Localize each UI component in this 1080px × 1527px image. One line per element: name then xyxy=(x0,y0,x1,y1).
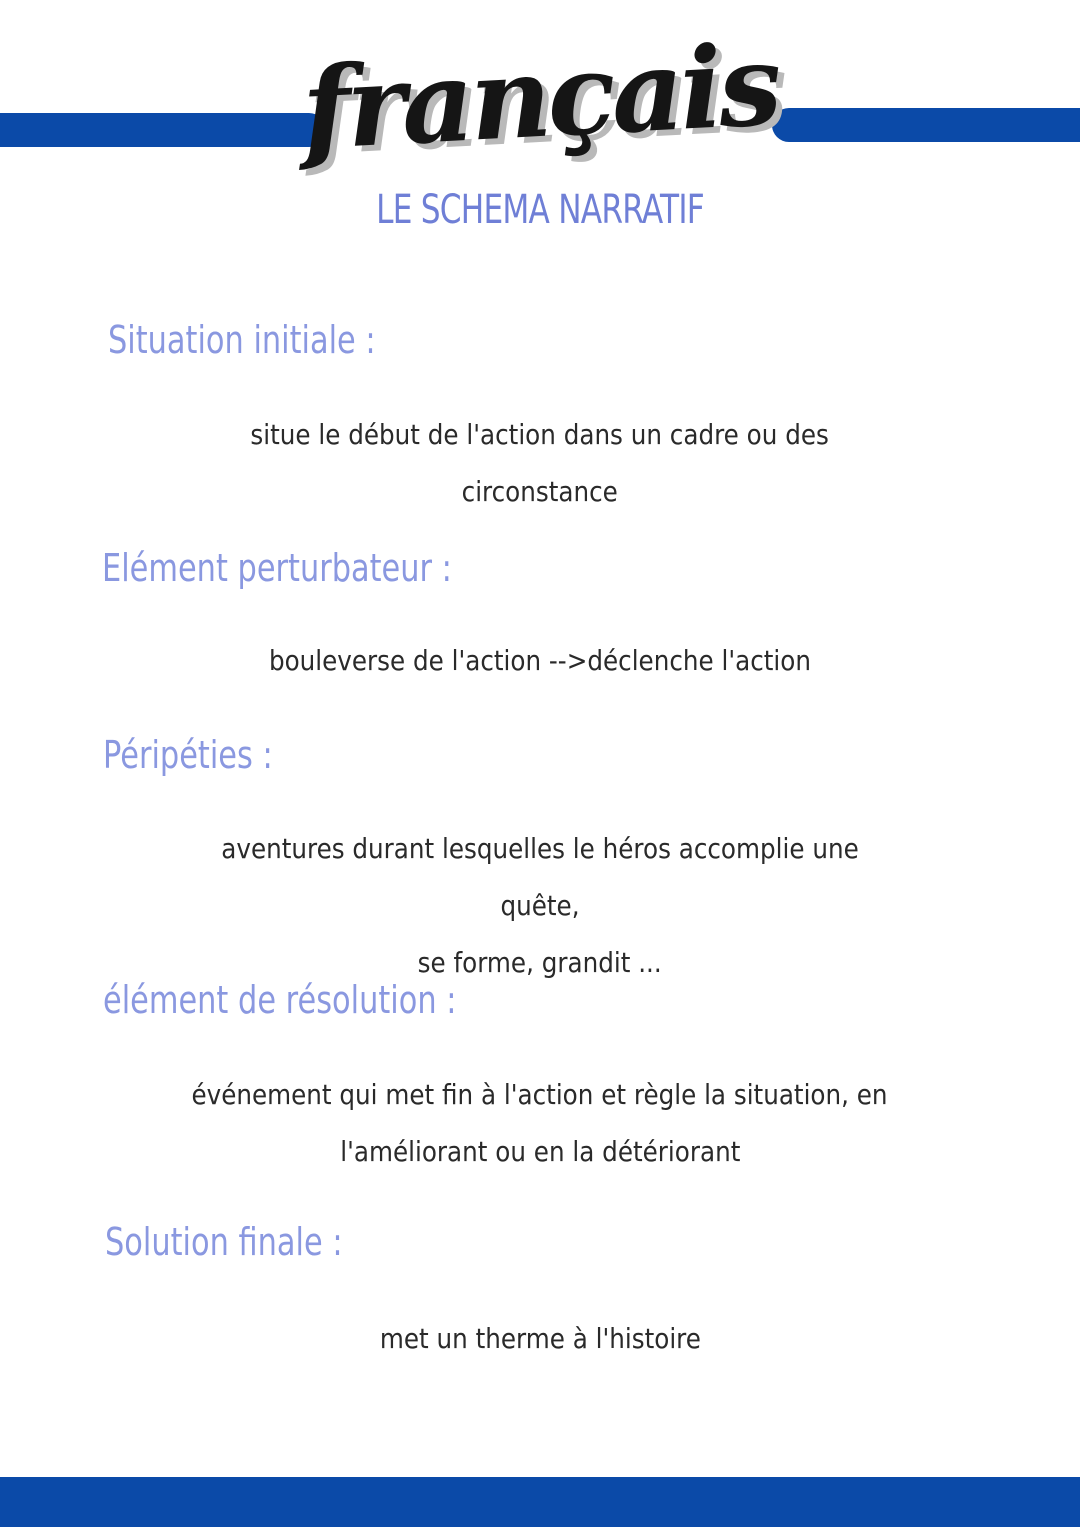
footer-rule xyxy=(0,1477,1080,1527)
body-line: met un therme à l'histoire xyxy=(379,1322,701,1355)
section-body-element-de-resolution xyxy=(140,1066,940,1180)
body-line: aventures durant lesquelles le héros accomplie une quête, xyxy=(221,832,859,922)
section-body-situation-initiale xyxy=(140,406,940,520)
header-rule-right xyxy=(772,108,1080,142)
body-line: bouleverse de l'action -->déclenche l'action xyxy=(269,644,811,677)
section-body-element-perturbateur xyxy=(140,632,940,689)
body-line: se forme, grandit ... xyxy=(417,946,663,979)
page-subtitle: LE SCHEMA NARRATIF xyxy=(376,187,704,233)
section-heading-situation-initiale: Situation initiale : xyxy=(108,318,376,362)
section-heading-element-de-resolution: élément de résolution : xyxy=(103,978,457,1022)
body-line: circonstance xyxy=(461,475,619,508)
header-rule-left xyxy=(0,113,326,147)
section-heading-solution-finale: Solution finale : xyxy=(105,1220,343,1264)
body-line: événement qui met fin à l'action et règle la situation, en xyxy=(191,1078,889,1111)
section-heading-element-perturbateur: Elément perturbateur : xyxy=(102,546,452,590)
section-heading-peripeties: Péripéties : xyxy=(103,733,273,777)
title-block xyxy=(300,18,780,198)
page-title: français xyxy=(299,19,781,176)
body-line: situe le début de l'action dans un cadre ou des xyxy=(250,418,830,451)
body-line: l'améliorant ou en la détériorant xyxy=(339,1135,741,1168)
section-body-peripeties xyxy=(140,820,940,991)
section-body-solution-finale xyxy=(140,1310,940,1367)
